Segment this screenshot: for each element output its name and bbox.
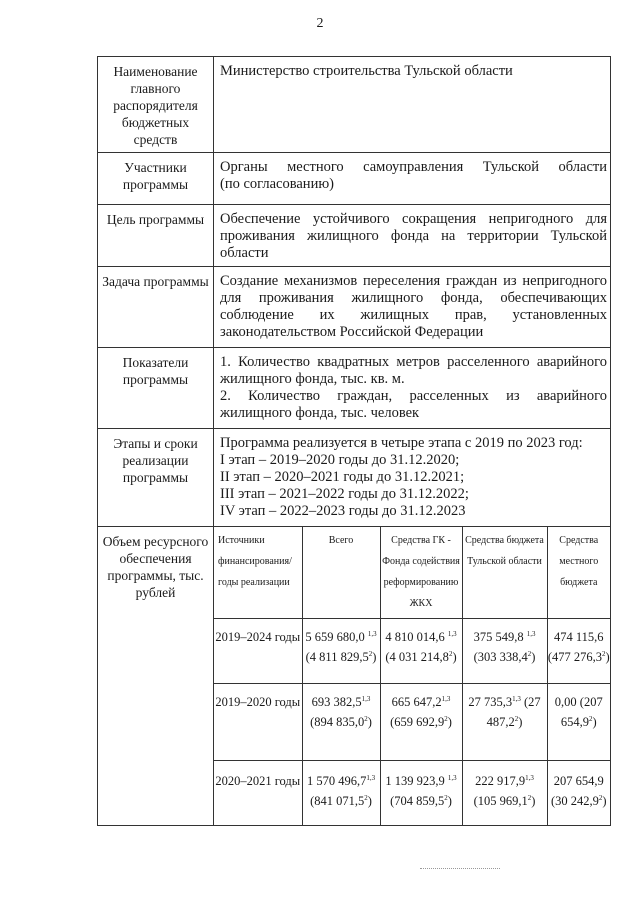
footnote-mark: 1,3 [525,773,534,782]
paren: ) [518,715,523,729]
label-line: главного [130,81,181,96]
amount: (704 859,5 [390,794,445,808]
funding-row-2019-2020 [214,684,610,761]
footnote-mark: 1,3 [447,629,457,638]
paren: ) [605,650,610,664]
amount: (894 835,0 [310,715,365,729]
header-line: бюджета [560,577,598,588]
period-line: 2020–2021 [215,774,272,788]
header-fund [380,527,462,619]
value-task [214,267,611,348]
label-line: Участники [124,160,187,175]
value-main [468,695,521,709]
value-sub [390,794,452,808]
value-main [392,695,451,709]
footnote-mark: 2 [368,649,373,658]
paren: ) [531,794,536,808]
value-sub [306,650,377,664]
header-line: Фонда [382,556,410,567]
funding-row-2020-2021 [214,761,610,826]
row-task [98,267,611,348]
value-line: III этап – 2021–2022 годы до 31.12.2022; [220,486,469,502]
label-funding [98,527,214,826]
header-line: местного [559,556,599,567]
header-line: реформированию [383,577,459,588]
amount: (659 692,9 [390,715,445,729]
value-indicators [214,348,611,429]
value-line: для проживания жилищного фонда, обеспечивающих [220,290,607,306]
label-line: ресурсного [143,534,209,549]
label-line: Объем [102,534,141,549]
amount: (30 242,9 [550,794,599,808]
value-main [307,774,375,788]
period-line: годы [274,630,301,644]
page-number: 2 [316,16,324,31]
total-cell [302,684,380,761]
value-line: Органы местного самоуправления Тульской области [220,159,607,175]
label-line: программы [138,212,205,227]
value-sub [310,715,372,729]
header-line: финансирования/ [218,556,292,567]
header-line: Всего [328,535,354,546]
value-sub [310,794,372,808]
value-line: Программа реализуется в четыре этапа с 2019 по 2023 год: [220,435,583,451]
label-line: тыс. рублей [135,568,204,600]
amount: 5 659 680,0 [305,630,365,644]
header-line: Средства [559,535,599,546]
label-line: программы [122,372,189,387]
value-line: II этап – 2020–2021 годы до 31.12.2021; [220,469,465,485]
fund-cell [380,684,462,761]
value-main [305,630,376,644]
paren: ) [447,794,452,808]
value-participants [214,153,611,205]
value-main [474,630,536,644]
header-line: Источники [218,535,265,546]
total-cell [302,761,380,826]
label-participants [98,153,214,205]
amount: 27 735,3 [468,695,513,709]
footnote-mark: 2 [527,793,532,802]
amount: 375 549,8 [473,630,524,644]
footnote-mark: 2 [444,793,448,802]
value-line: Создание механизмов переселения граждан из непригодного [220,273,607,289]
value-stages [214,429,611,527]
footnote-mark: 1,3 [361,694,371,703]
header-line: содействия [412,556,460,567]
amount: (4 031 214,8 [385,650,449,664]
paren: ) [602,794,607,808]
label-line: программы [122,470,189,485]
value-main [554,630,604,644]
value-line: области [220,245,269,261]
value-sub [548,650,610,664]
footnote-mark: 2 [602,649,606,658]
header-region [462,527,547,619]
label-line: Этапы и сроки [113,436,198,451]
value-sub [390,715,452,729]
period-cell [214,619,302,684]
value-line: соблюдение их жилищных прав, установленных [220,307,607,323]
footnote-mark: 1,3 [366,773,376,782]
label-line: Показатели [122,355,189,370]
value-main [555,695,577,709]
amount: (105 969,1 [473,794,528,808]
header-total [302,527,380,619]
footnote-mark: 2 [444,714,448,723]
value-sub [385,650,456,664]
amount: 222 917,9 [475,774,526,788]
value-line: I этап – 2019–2020 годы до 31.12.2020; [220,452,460,468]
amount: (841 071,5 [310,794,365,808]
label-line: Задача [102,274,141,289]
header-line: ЖКХ [409,598,433,609]
label-line: средств [133,132,178,147]
amount: 665 647,2 [391,695,442,709]
program-passport-table [97,56,611,826]
value-line: законодательством Российской Федерации [220,324,484,340]
label-indicators [98,348,214,429]
label-administrator [98,57,214,153]
value-line: жилищного фонда, тыс. человек [220,405,420,421]
region-cell [462,761,547,826]
period-line: годы [274,774,301,788]
footnote-mark: 2 [364,714,368,723]
value-main [385,630,456,644]
paren: ) [531,650,536,664]
footnote-mark: 2 [364,793,368,802]
value-line: IV этап – 2022–2023 годы до 31.12.2023 [220,503,466,519]
value-line: жилищного фонда, тыс. кв. м. [220,371,405,387]
header-line: годы реализации [218,577,290,588]
value-sub [474,794,536,808]
row-funding [98,527,611,826]
total-cell [302,619,380,684]
header-sources [214,527,302,619]
period-line: 2019–2020 [215,695,272,709]
local-cell [547,684,610,761]
label-goal [98,205,214,267]
fund-cell [380,619,462,684]
funding-header-row [214,527,610,619]
value-line: 2. Количество граждан, расселенных из аварийного [220,388,607,404]
value-goal [214,205,611,267]
value-line: Министерство строительства Тульской области [220,63,513,79]
value-line: Обеспечение устойчивого сокращения непригодного для [220,211,607,227]
paren: ) [367,715,372,729]
value-main [475,774,534,788]
value-sub [474,650,536,664]
scan-artifact-line [420,868,500,869]
footnote-mark: 2 [527,649,532,658]
value-line: проживания жилищного фонда на территории Тульской [220,228,607,244]
header-local [547,527,610,619]
amount: 693 382,5 [311,695,362,709]
value-main [312,695,371,709]
amount: 0,00 [554,695,577,709]
footnote-mark: 2 [598,793,603,802]
amount: (4 811 829,5 [305,650,369,664]
paren: ) [367,794,372,808]
footnote-mark: 2 [448,649,453,658]
label-line: Цель [106,212,136,227]
row-administrator [98,57,611,153]
amount: 474 115,6 [553,630,604,644]
row-goal [98,205,611,267]
footnote-mark: 1,3 [512,694,521,703]
amount: (207 654,9 [560,695,603,729]
paren: ) [452,650,457,664]
label-task [98,267,214,348]
amount: 4 810 014,6 [385,630,445,644]
local-cell [547,761,610,826]
amount: (27 487,2 [486,695,541,729]
fund-cell [380,761,462,826]
header-line: Средства ГК - [391,535,451,546]
value-line: 1. Количество квадратных метров расселенного аварийного [220,354,607,370]
label-stages [98,429,214,527]
paren: ) [592,715,597,729]
label-line: обеспечения [119,551,192,566]
amount: 207 654,9 [553,774,604,788]
paren: ) [447,715,452,729]
local-cell [547,619,610,684]
footnote-mark: 1,3 [447,773,457,782]
period-cell [214,761,302,826]
value-main [554,774,604,788]
label-line: Наименование [113,64,198,79]
period-line: годы [274,695,301,709]
label-line: бюджетных [121,115,190,130]
value-sub [551,794,607,808]
header-line: Тульской области [467,556,542,567]
footnote-mark: 2 [588,714,593,723]
value-main [385,774,456,788]
amount: (303 338,4 [473,650,528,664]
amount: 1 570 496,7 [306,774,367,788]
period-cell [214,684,302,761]
header-line: бюджета [506,535,544,546]
value-line: (по согласованию) [220,176,334,192]
row-stages [98,429,611,527]
footnote-mark: 2 [514,714,519,723]
label-line: программы [143,274,209,289]
region-cell [462,684,547,761]
funding-table-cell [214,527,611,826]
amount: 1 139 923,9 [385,774,445,788]
header-line: Средства [465,535,505,546]
footnote-mark: 1,3 [441,694,451,703]
label-line: программы [122,177,189,192]
label-line: реализации [122,453,189,468]
paren: ) [372,650,377,664]
row-participants [98,153,611,205]
funding-table [214,527,610,825]
footnote-mark: 1,3 [526,629,536,638]
region-cell [462,619,547,684]
row-indicators [98,348,611,429]
label-line: распорядителя [113,98,198,113]
amount: (477 276,3 [547,650,602,664]
footnote-mark: 1,3 [367,629,377,638]
value-administrator [214,57,611,153]
label-line: программы, [107,568,176,583]
period-line: 2019–2024 [215,630,272,644]
funding-row-2019-2024 [214,619,610,684]
